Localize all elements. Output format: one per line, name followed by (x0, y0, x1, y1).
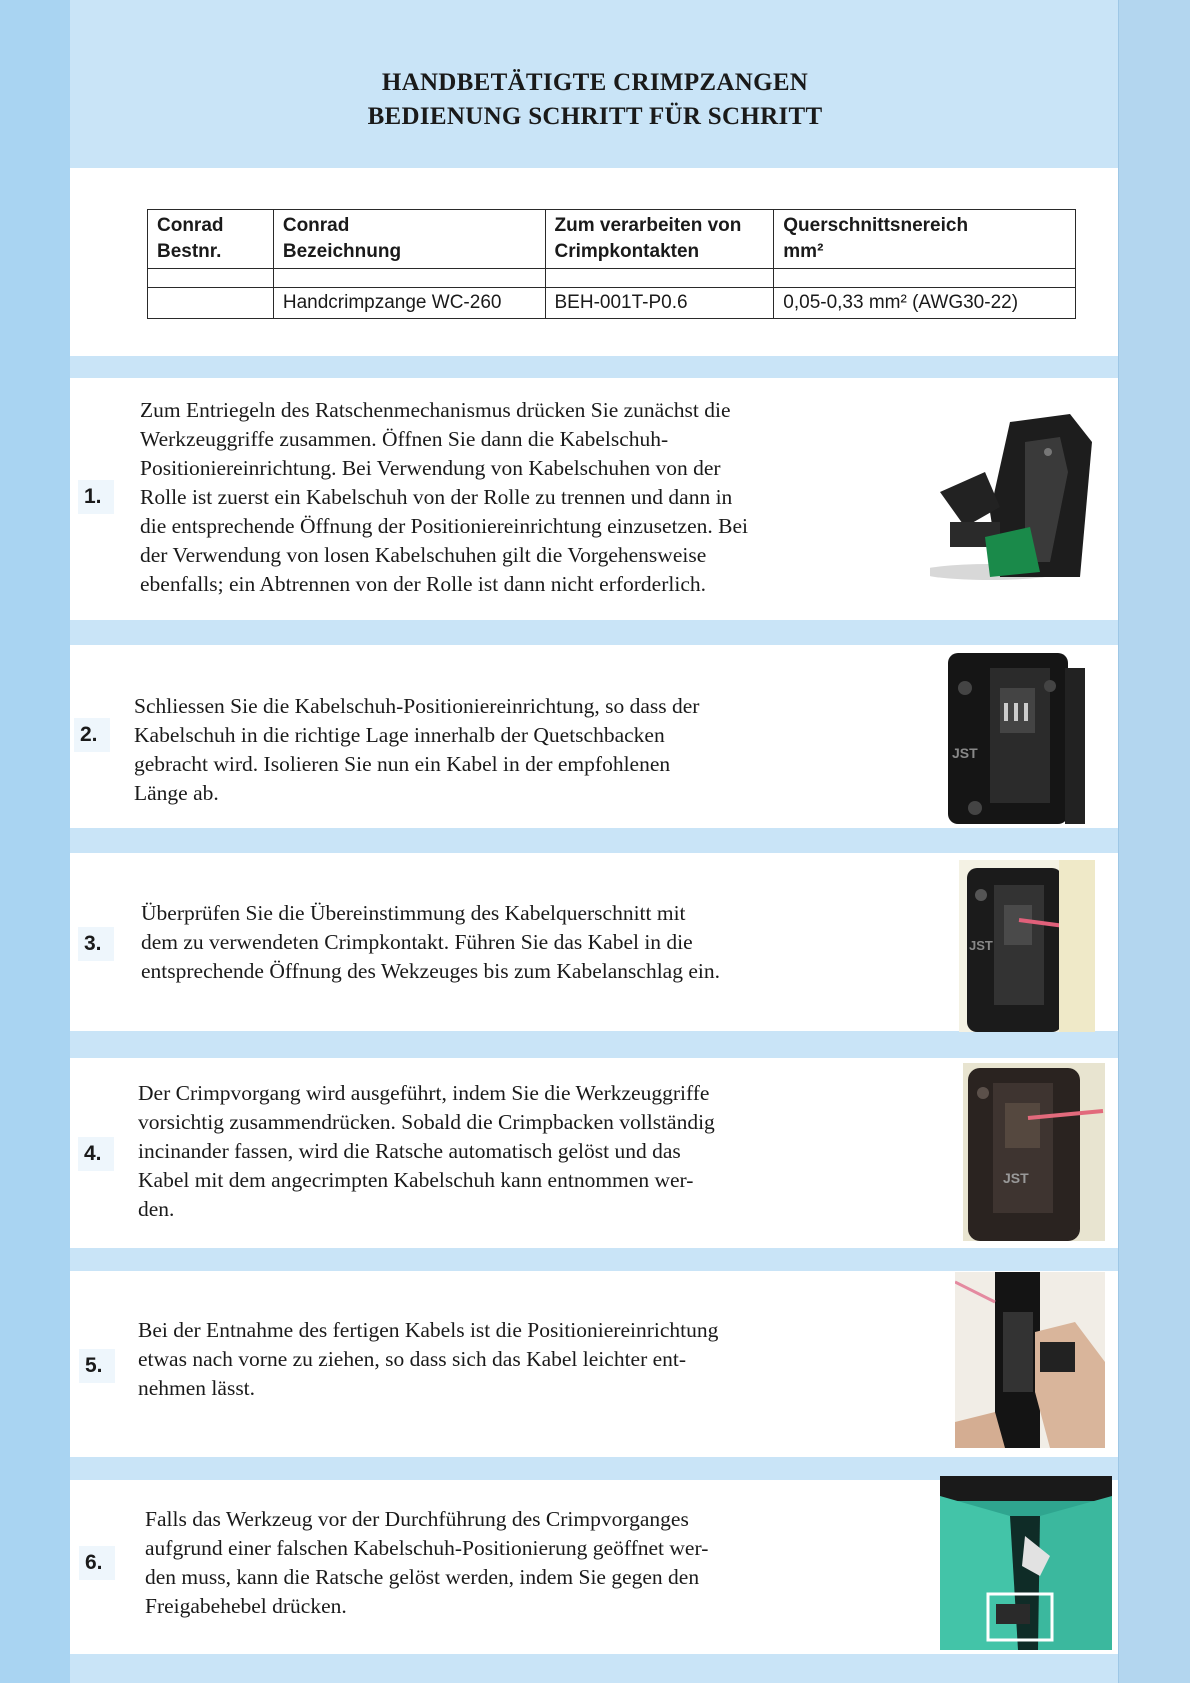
step-6-photo (940, 1476, 1112, 1650)
header-crimpkontakte: Zum verarbeiten von Crimpkontakten (545, 210, 774, 269)
step-1-text: Zum Entriegeln des Ratschenmechanismus drücken Sie zunächst die Werkzeuggriffe zusammen. Öffnen Sie dann die Kabelschuh- Positioniereinrichtung. Bei Verwendung von Kabelschuhen von der Rolle ist zuerst ein Kabelschuh von der Rolle zu trennen und dann in die entsprechende Öffnung der Positioniereinrichtung einzusetzen. Bei der Verwendung von losen Kabelschuhen gilt die Vorgehensweise ebenfalls; ein Abtrennen von der Rolle ist dann nicht erforderlich. (140, 398, 748, 596)
cell-bezeichnung: Handcrimpzange WC-260 (273, 288, 545, 319)
page-edge (1118, 0, 1190, 1683)
page-title (70, 66, 1120, 134)
cell-querschnitt: 0,05-0,33 mm² (AWG30-22) (774, 288, 1076, 319)
table-header-row (148, 210, 1076, 269)
cell-crimpkontakte: BEH-001T-P0.6 (545, 288, 774, 319)
step-4-photo (963, 1063, 1105, 1241)
svg-text:JST: JST (952, 745, 978, 761)
header-bezeichnung: Conrad Bezeichnung (273, 210, 545, 269)
step-4-text: Der Crimpvorgang wird ausgeführt, indem Sie die Werkzeuggriffe vorsichtig zusammendrücken. Sobald die Crimpbacken vollständig incinander fassen, wird die Ratsche automatisch gelöst und das Kabel mit dem angecrimpten Kabelschuh kann entnommen wer- den. (138, 1081, 715, 1221)
step-6-text: Falls das Werkzeug vor der Durchführung des Crimpvorganges aufgrund einer falschen Kabelschuh-Positionierung geöffnet wer- den muss, kann die Ratsche gelöst werden, indem Sie gegen den Freigabehebel drücken. (145, 1507, 709, 1618)
step-2-photo (940, 648, 1096, 824)
step-5-photo (955, 1272, 1105, 1448)
step-5-text: Bei der Entnahme des fertigen Kabels ist die Positioniereinrichtung etwas nach vorne zu ziehen, so dass sich das Kabel leichter ent- nehmen lässt. (138, 1318, 719, 1400)
step-3-number: 3. (78, 927, 114, 961)
step-4-number: 4. (78, 1137, 114, 1171)
svg-text:JST: JST (969, 938, 993, 953)
header-bestnr: Conrad Bestnr. (148, 210, 274, 269)
title-line-2: BEDIENUNG SCHRITT FÜR SCHRITT (367, 103, 823, 130)
svg-text:JST: JST (1003, 1170, 1029, 1186)
step-2-number: 2. (74, 718, 110, 752)
cell-bestnr (148, 288, 274, 319)
spec-table (147, 209, 1076, 319)
header-querschnitt: Querschnittsnereich mm² (774, 210, 1076, 269)
step-5-number: 5. (79, 1349, 115, 1383)
step-1-number: 1. (78, 480, 114, 514)
step-3-photo (959, 860, 1095, 1032)
step-2-text: Schliessen Sie die Kabelschuh-Positioniereinrichtung, so dass der Kabelschuh in die richtige Lage innerhalb der Quetschbacken gebracht wird. Isolieren Sie nun ein Kabel in der empfohlenen Länge ab. (134, 694, 700, 805)
step-3-text: Überprüfen Sie die Übereinstimmung des Kabelquerschnitt mit dem zu verwendeten Crimpkontakt. Führen Sie das Kabel in die entsprechende Öffnung des Wekzeuges bis zum Kabelanschlag ein. (141, 901, 720, 983)
step-6-number: 6. (79, 1546, 115, 1580)
step-1-photo (930, 412, 1095, 584)
table-empty-row (148, 269, 1076, 288)
title-line-1: HANDBETÄTIGTE CRIMPZANGEN (381, 69, 809, 96)
table-row (148, 288, 1076, 319)
